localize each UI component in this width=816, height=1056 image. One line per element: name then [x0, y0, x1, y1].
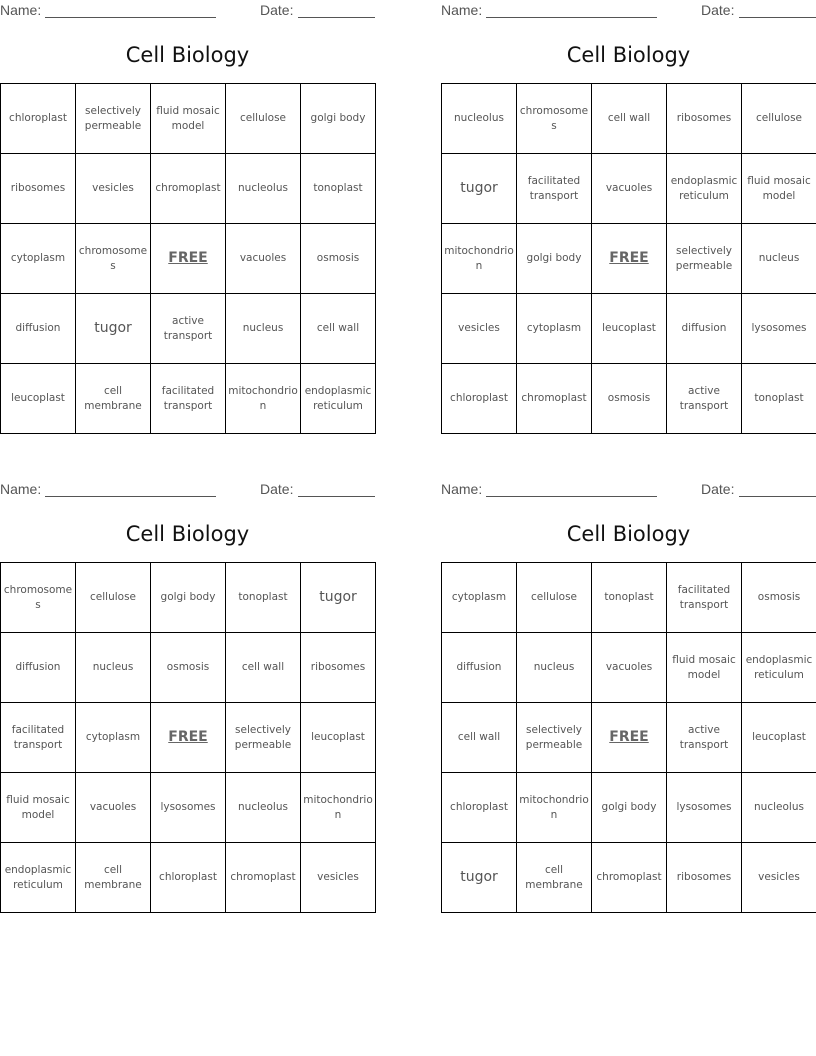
grid-row	[442, 154, 816, 224]
grid-cell: cytoplasm	[1, 224, 76, 294]
grid-cell: vacuoles	[226, 224, 301, 294]
date-blank	[739, 17, 816, 18]
grid-row	[442, 364, 816, 434]
grid-cell: ribosomes	[1, 154, 76, 224]
bingo-grid	[441, 562, 816, 913]
grid-cell: facilitated transport	[667, 563, 742, 633]
grid-cell: chromosomes	[517, 84, 592, 154]
grid-cell: endoplasmic reticulum	[301, 364, 376, 434]
grid-cell: chloroplast	[442, 364, 517, 434]
bingo-grid	[0, 83, 376, 434]
grid-cell: diffusion	[667, 294, 742, 364]
grid-cell: vacuoles	[592, 154, 667, 224]
grid-cell: mitochondrion	[301, 773, 376, 843]
grid-cell: osmosis	[151, 633, 226, 703]
grid-cell: mitochondrion	[442, 224, 517, 294]
grid-cell: leucoplast	[301, 703, 376, 773]
grid-cell: selectively permeable	[76, 84, 151, 154]
grid-cell: chromoplast	[151, 154, 226, 224]
grid-cell: vesicles	[76, 154, 151, 224]
grid-cell: chloroplast	[1, 84, 76, 154]
grid-row	[1, 84, 376, 154]
grid-row	[1, 154, 376, 224]
grid-cell: vesicles	[742, 843, 816, 913]
grid-cell: tonoplast	[301, 154, 376, 224]
grid-cell: nucleolus	[226, 154, 301, 224]
grid-cell: chloroplast	[442, 773, 517, 843]
grid-cell: ribosomes	[301, 633, 376, 703]
grid-cell: nucleolus	[742, 773, 816, 843]
grid-cell: vacuoles	[76, 773, 151, 843]
grid-cell: nucleolus	[442, 84, 517, 154]
name-blank	[45, 496, 216, 497]
free-space: FREE	[151, 224, 226, 294]
grid-cell: chloroplast	[151, 843, 226, 913]
bingo-card-3	[0, 479, 375, 919]
grid-cell: ribosomes	[667, 84, 742, 154]
date-label: Date:	[701, 481, 735, 497]
grid-cell: golgi body	[592, 773, 667, 843]
card-title: Cell Biology	[566, 522, 691, 546]
grid-cell: vacuoles	[592, 633, 667, 703]
grid-cell: ribosomes	[667, 843, 742, 913]
date-label: Date:	[701, 2, 735, 18]
grid-row	[442, 294, 816, 364]
grid-cell: diffusion	[1, 633, 76, 703]
grid-cell: selectively permeable	[226, 703, 301, 773]
grid-cell: chromoplast	[226, 843, 301, 913]
grid-cell: nucleus	[742, 224, 816, 294]
card-title: Cell Biology	[125, 522, 250, 546]
free-space: FREE	[151, 703, 226, 773]
grid-cell: lysosomes	[742, 294, 816, 364]
grid-cell: nucleus	[226, 294, 301, 364]
grid-cell: endoplasmic reticulum	[742, 633, 816, 703]
grid-cell: osmosis	[742, 563, 816, 633]
grid-cell: facilitated transport	[517, 154, 592, 224]
grid-row	[1, 703, 376, 773]
grid-cell: lysosomes	[667, 773, 742, 843]
grid-cell: leucoplast	[1, 364, 76, 434]
grid-cell: nucleus	[517, 633, 592, 703]
grid-cell: cell membrane	[76, 843, 151, 913]
grid-cell: mitochondrion	[517, 773, 592, 843]
grid-cell: osmosis	[301, 224, 376, 294]
grid-cell: lysosomes	[151, 773, 226, 843]
grid-cell: facilitated transport	[151, 364, 226, 434]
name-blank	[486, 17, 657, 18]
date-label: Date:	[260, 2, 294, 18]
grid-row	[442, 224, 816, 294]
grid-row	[442, 84, 816, 154]
grid-cell: cellulose	[76, 563, 151, 633]
grid-cell: selectively permeable	[517, 703, 592, 773]
card-header	[441, 481, 816, 499]
grid-cell: diffusion	[1, 294, 76, 364]
grid-cell: mitochondrion	[226, 364, 301, 434]
grid-cell: fluid mosaic model	[742, 154, 816, 224]
name-blank	[45, 17, 216, 18]
bingo-grid	[0, 562, 376, 913]
grid-cell: leucoplast	[592, 294, 667, 364]
date-blank	[298, 17, 375, 18]
grid-cell: cellulose	[742, 84, 816, 154]
date-blank	[298, 496, 375, 497]
free-space: FREE	[592, 703, 667, 773]
grid-cell: chromosomes	[76, 224, 151, 294]
grid-cell: endoplasmic reticulum	[1, 843, 76, 913]
grid-cell: cell wall	[226, 633, 301, 703]
grid-cell: facilitated transport	[1, 703, 76, 773]
grid-cell: vesicles	[301, 843, 376, 913]
date-blank	[739, 496, 816, 497]
card-title: Cell Biology	[566, 43, 691, 67]
grid-row	[1, 364, 376, 434]
card-header	[0, 481, 375, 499]
grid-row	[1, 633, 376, 703]
grid-cell: nucleus	[76, 633, 151, 703]
grid-cell: nucleolus	[226, 773, 301, 843]
grid-row	[1, 224, 376, 294]
grid-cell: cytoplasm	[442, 563, 517, 633]
grid-cell: diffusion	[442, 633, 517, 703]
name-label: Name:	[0, 2, 42, 18]
grid-cell: golgi body	[301, 84, 376, 154]
card-header	[0, 2, 375, 20]
grid-cell: selectively permeable	[667, 224, 742, 294]
bingo-grid	[441, 83, 816, 434]
grid-row	[442, 773, 816, 843]
grid-cell: tonoplast	[592, 563, 667, 633]
grid-cell: cytoplasm	[76, 703, 151, 773]
grid-cell: fluid mosaic model	[151, 84, 226, 154]
grid-cell: cellulose	[517, 563, 592, 633]
free-space: FREE	[592, 224, 667, 294]
grid-cell: fluid mosaic model	[667, 633, 742, 703]
grid-cell: cytoplasm	[517, 294, 592, 364]
card-header	[441, 2, 816, 20]
grid-cell: cell wall	[301, 294, 376, 364]
grid-cell: tonoplast	[742, 364, 816, 434]
grid-cell: cell wall	[592, 84, 667, 154]
name-label: Name:	[0, 481, 42, 497]
grid-cell: tugor	[442, 154, 517, 224]
grid-cell: cell membrane	[76, 364, 151, 434]
name-label: Name:	[441, 2, 483, 18]
grid-cell: active transport	[667, 703, 742, 773]
grid-cell: chromoplast	[592, 843, 667, 913]
grid-row	[442, 563, 816, 633]
grid-cell: osmosis	[592, 364, 667, 434]
card-title: Cell Biology	[125, 43, 250, 67]
grid-row	[442, 633, 816, 703]
grid-row	[1, 294, 376, 364]
grid-row	[442, 703, 816, 773]
grid-cell: fluid mosaic model	[1, 773, 76, 843]
grid-cell: golgi body	[151, 563, 226, 633]
grid-cell: active transport	[151, 294, 226, 364]
bingo-card-1	[0, 0, 375, 440]
grid-cell: endoplasmic reticulum	[667, 154, 742, 224]
bingo-card-4	[441, 479, 816, 919]
grid-row	[1, 563, 376, 633]
grid-cell: chromoplast	[517, 364, 592, 434]
name-blank	[486, 496, 657, 497]
grid-cell: tugor	[301, 563, 376, 633]
grid-cell: tugor	[76, 294, 151, 364]
grid-cell: tonoplast	[226, 563, 301, 633]
grid-cell: vesicles	[442, 294, 517, 364]
grid-cell: leucoplast	[742, 703, 816, 773]
grid-cell: active transport	[667, 364, 742, 434]
grid-row	[1, 843, 376, 913]
date-label: Date:	[260, 481, 294, 497]
grid-row	[442, 843, 816, 913]
bingo-card-2	[441, 0, 816, 440]
grid-cell: cell wall	[442, 703, 517, 773]
name-label: Name:	[441, 481, 483, 497]
grid-row	[1, 773, 376, 843]
grid-cell: golgi body	[517, 224, 592, 294]
grid-cell: chromosomes	[1, 563, 76, 633]
grid-cell: cellulose	[226, 84, 301, 154]
grid-cell: cell membrane	[517, 843, 592, 913]
grid-cell: tugor	[442, 843, 517, 913]
